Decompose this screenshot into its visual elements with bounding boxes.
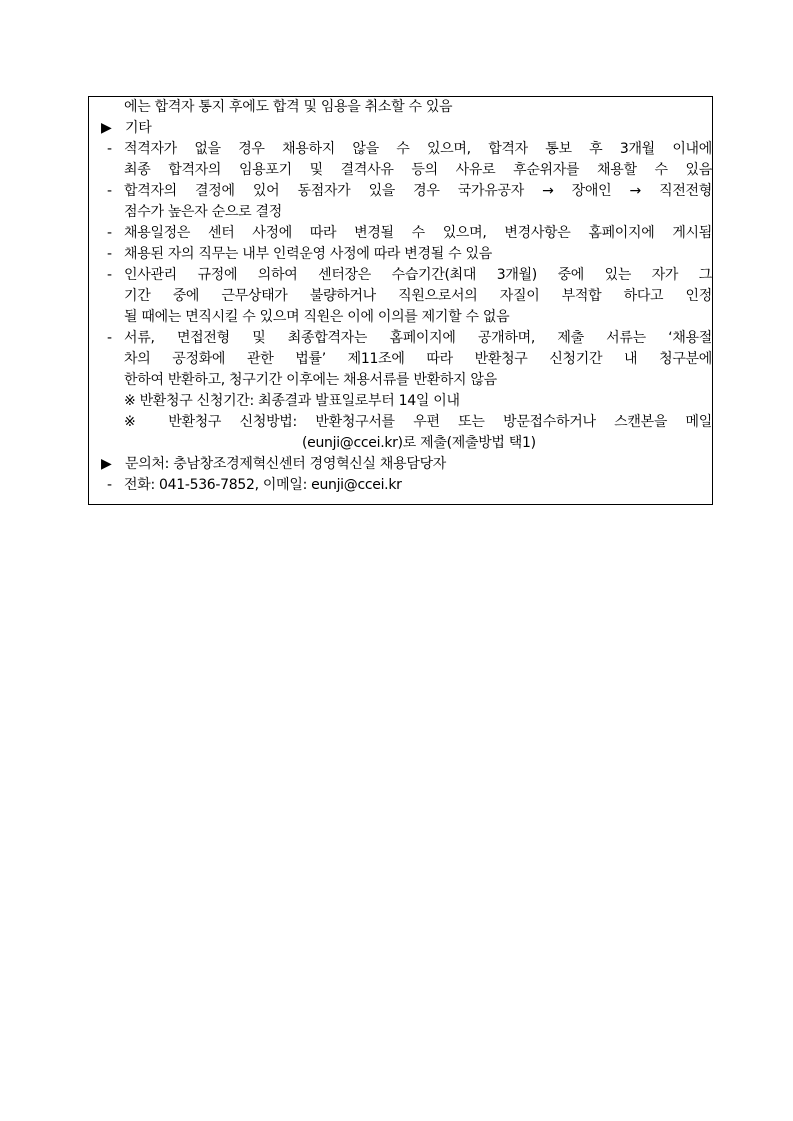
heading-text: 기타 [125,120,152,136]
line-text: 될 때에는 면직시킬 수 있으며 직원은 이에 이의를 제기할 수 없음 [124,309,510,325]
section-heading-etc [89,118,709,138]
item-text: 합격자의 결정에 있어 동점자가 있을 경우 국가유공자 → 장애인 → 직전전형 [124,183,712,199]
line-text: 점수가 높은자 순으로 결정 [124,204,282,220]
note-line [124,412,712,432]
notice-box [88,96,713,505]
line-text: 한하여 반환하고, 청구기간 이후에는 채용서류를 반환하지 않음 [124,372,497,388]
item-text: 채용된 자의 직무는 내부 인력운영 사정에 따라 변경될 수 있음 [124,246,492,262]
item-text: 적격자가 없을 경우 채용하지 않을 수 있으며, 합격자 통보 후 3개월 이내에 [124,141,712,157]
list-item [89,475,714,495]
item-continuation [124,286,712,306]
dash-bullet: - [107,330,112,346]
note-text: (eunji@ccei.kr)로 제출(제출방법 택1) [302,435,536,451]
item-continuation [124,160,712,180]
note-continuation [302,433,536,453]
item-continuation [124,307,509,327]
text-line [124,97,452,117]
list-item [89,244,714,264]
item-text: 인사관리 규정에 의하여 센터장은 수습기간(최대 3개월) 중에 있는 자가 그 [124,267,712,283]
list-item [89,265,714,285]
heading-text: 문의처: 충남창조경제혁신센터 경영혁신실 채용담당자 [125,456,447,472]
item-continuation [124,202,282,222]
list-item [89,223,714,243]
line-text: 에는 합격자 통지 후에도 합격 및 임용을 취소할 수 있음 [124,99,453,115]
line-text: 최종 합격자의 임용포기 및 결격사유 등의 사유로 후순위자를 채용할 수 있음 [124,162,712,178]
dash-bullet: - [107,246,112,262]
dash-bullet: - [107,267,112,283]
item-text: 서류, 면접전형 및 최종합격자는 홈페이지에 공개하며, 제출 서류는 ‘채용절 [124,330,712,346]
triangle-bullet-icon: ▶ [101,120,112,136]
contact-text: 전화: 041-536-7852, 이메일: eunji@ccei.kr [124,477,402,493]
dash-bullet: - [107,477,112,493]
dash-bullet: - [107,225,112,241]
item-text: 채용일정은 센터 사정에 따라 변경될 수 있으며, 변경사항은 홈페이지에 게시됨 [124,225,712,241]
list-item [89,139,714,159]
dash-bullet: - [107,141,112,157]
list-item [89,181,714,201]
note-text: ※ 반환청구 신청방법: 반환청구서를 우편 또는 방문접수하거나 스캔본을 메일 [124,414,712,430]
dash-bullet: - [107,183,112,199]
note-text: ※ 반환청구 신청기간: 최종결과 발표일로부터 14일 이내 [124,393,460,409]
line-text: 차의 공정화에 관한 법률’ 제11조에 따라 반환청구 신청기간 내 청구분에 [124,351,712,367]
line-text: 기간 중에 근무상태가 불량하거나 직원으로서의 자질이 부적합 하다고 인정 [124,288,712,304]
note-line [124,391,460,411]
triangle-bullet-icon: ▶ [101,456,112,472]
item-continuation [124,349,712,369]
item-continuation [124,370,497,390]
list-item [89,328,714,348]
section-heading-contact [89,454,709,474]
